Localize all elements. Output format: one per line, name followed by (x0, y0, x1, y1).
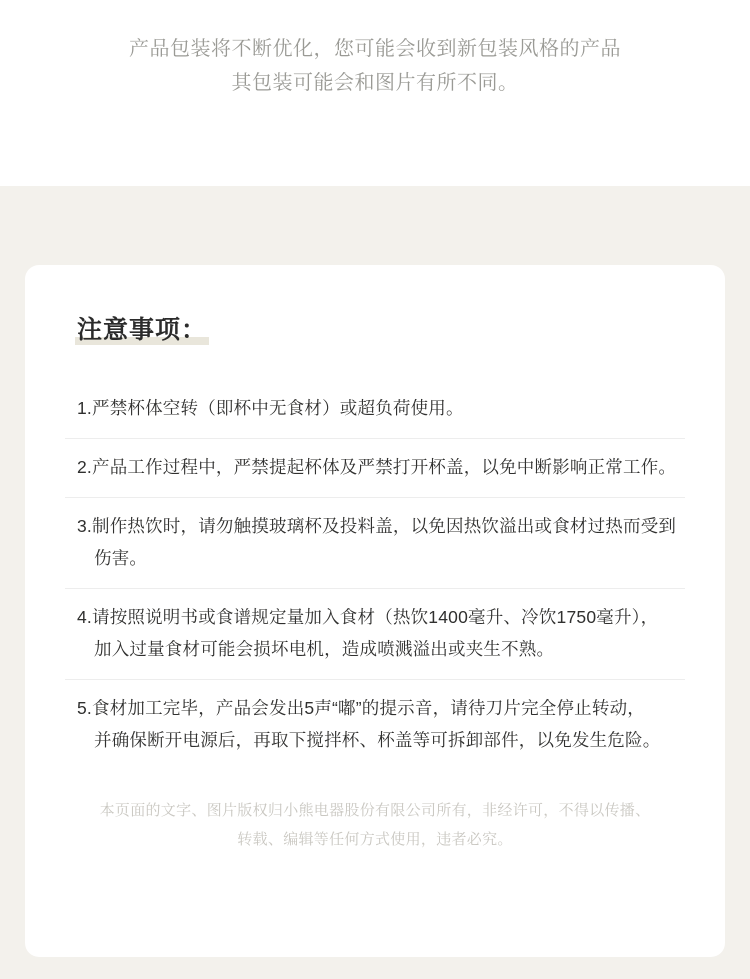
packaging-notice-line-2: 其包装可能会和图片有所不同。 (231, 72, 519, 94)
note-line-primary: 5.食材加工完毕，产品会发出5声“嘟”的提示音，请待刀片完全停止转动， (77, 698, 645, 718)
note-line-secondary: 伤害。 (94, 548, 148, 568)
list-item (65, 589, 685, 680)
note-line-primary: 1.严禁杯体空转（即杯中无食材）或超负荷使用。 (77, 398, 464, 418)
note-line-secondary: 并确保断开电源后，再取下搅拌杯、杯盖等可拆卸部件，以免发生危险。 (94, 730, 661, 750)
list-item (65, 439, 685, 498)
precautions-title-wrap (77, 310, 207, 346)
precautions-card (25, 265, 725, 957)
note-line-primary: 3.制作热饮时，请勿触摸玻璃杯及投料盖，以免因热饮溢出或食材过热而受到 (77, 516, 677, 536)
list-item (65, 680, 685, 770)
note-line-primary: 2.产品工作过程中，严禁提起杯体及严禁打开杯盖，以免中断影响正常工作。 (77, 457, 677, 477)
precautions-section (0, 186, 750, 979)
note-line-secondary: 加入过量食材可能会损坏电机，造成喷溅溢出或夹生不熟。 (94, 639, 555, 659)
copyright-line-1: 本页面的文字、图片版权归小熊电器股份有限公司所有，非经许可，不得以传播、 (99, 802, 651, 819)
list-item (65, 498, 685, 589)
packaging-notice-line-1: 产品包装将不断优化，您可能会收到新包装风格的产品 (129, 38, 621, 60)
note-line-primary: 4.请按照说明书或食谱规定量加入食材（热饮1400毫升、冷饮1750毫升）， (77, 607, 659, 627)
page-title: 注意事项： (77, 316, 208, 344)
copyright-line-2: 转载、编辑等任何方式使用，违者必究。 (237, 831, 513, 848)
packaging-notice (0, 0, 750, 186)
list-item (65, 380, 685, 439)
copyright-notice (65, 796, 685, 854)
precautions-list (65, 380, 685, 770)
